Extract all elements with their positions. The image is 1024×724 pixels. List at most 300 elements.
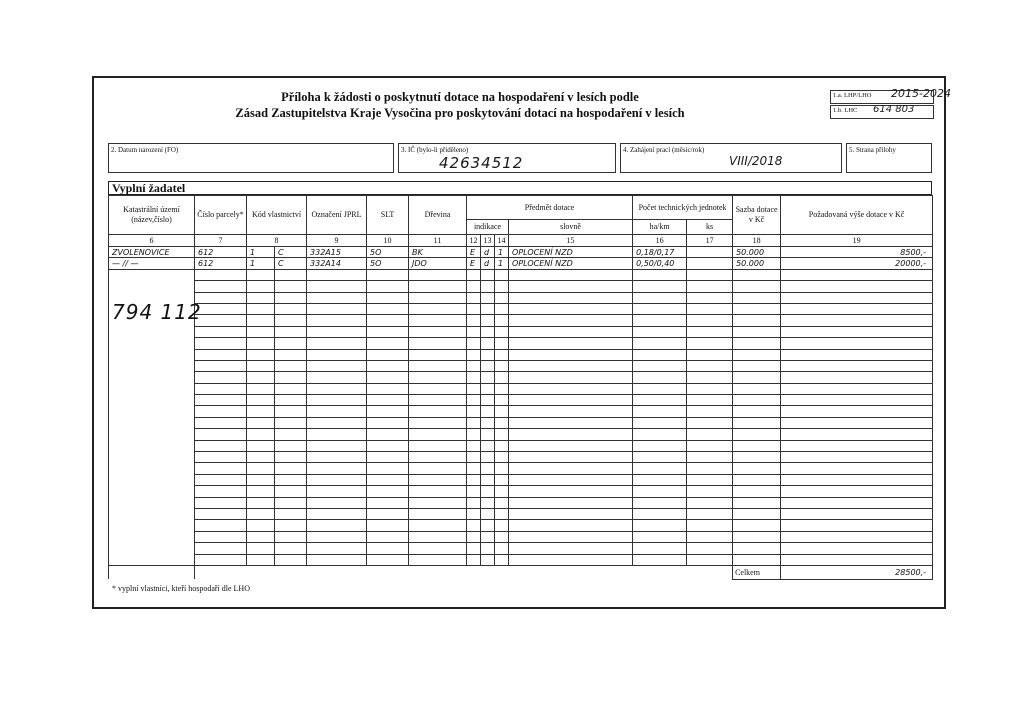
cell-kod_a: 1 [247,247,275,258]
cell-jprl: 332A15 [307,247,367,258]
cell-slt: 5O [367,258,409,269]
cell-ind_b [481,486,495,497]
cell-slovne [509,303,633,314]
table-row [109,326,933,337]
col-number: 15 [509,235,633,247]
cell-drevina [409,269,467,280]
cell-slovne [509,338,633,349]
col-predmet: Předmět dotace [467,196,633,220]
cell-katastr [109,531,195,542]
cell-ind_b [481,338,495,349]
cell-drevina [409,474,467,485]
ico-label: 3. IČ (bylo-li přiděleno) [401,146,469,154]
cell-pozadovana [781,395,933,406]
cell-ind_c [495,395,509,406]
cell-slovne [509,360,633,371]
cell-ind_a: E [467,258,481,269]
cell-slt [367,360,409,371]
table-row [109,406,933,417]
cell-jprl [307,338,367,349]
cell-hakm [633,406,687,417]
cell-kod_a [247,303,275,314]
table-row [109,247,933,258]
cell-ind_b [481,372,495,383]
cell-pozadovana [781,486,933,497]
cell-jprl [307,360,367,371]
cell-slovne [509,269,633,280]
table-row [109,417,933,428]
cell-kod_a [247,452,275,463]
cell-hakm [633,417,687,428]
cell-drevina [409,520,467,531]
col-sazba: Sazba dotace v Kč [733,196,781,235]
table-row [109,554,933,565]
cell-ks [687,258,733,269]
cell-drevina [409,417,467,428]
cell-katastr [109,372,195,383]
cell-slovne [509,326,633,337]
col-pocet: Počet technických jednotek [633,196,733,220]
cell-ind_c [495,281,509,292]
cell-slt [367,554,409,565]
cell-kod_b [275,554,307,565]
cell-sazba [733,440,781,451]
cell-kod_a [247,474,275,485]
birthdate-field [108,143,394,173]
cell-pozadovana [781,440,933,451]
cell-kod_a [247,520,275,531]
cell-drevina [409,463,467,474]
cell-ks [687,360,733,371]
table-row [109,315,933,326]
cell-katastr [109,440,195,451]
cell-kod_a [247,292,275,303]
cell-ind_b: d [481,258,495,269]
cell-sazba [733,508,781,519]
cell-hakm [633,383,687,394]
cell-hakm [633,452,687,463]
cell-hakm [633,281,687,292]
cell-drevina [409,497,467,508]
cell-drevina [409,429,467,440]
cell-kod_a [247,543,275,554]
cell-sazba [733,543,781,554]
cell-slt [367,520,409,531]
col-number: 12 [467,235,481,247]
page-label: 5. Strana přílohy [849,146,896,154]
cell-ks [687,474,733,485]
cell-ind_b [481,440,495,451]
cell-pozadovana: 8500,- [781,247,933,258]
table-row [109,303,933,314]
cell-hakm [633,338,687,349]
cell-ind_c [495,474,509,485]
cell-ks [687,508,733,519]
cell-katastr [109,429,195,440]
cell-hakm: 0,18/0,17 [633,247,687,258]
cell-kod_b [275,326,307,337]
cell-kod_b [275,452,307,463]
cell-drevina [409,383,467,394]
cell-slt [367,497,409,508]
cell-ind_a [467,269,481,280]
cell-parcela [195,486,247,497]
col-ks: ks [687,220,733,235]
cell-parcela [195,520,247,531]
cell-drevina [409,508,467,519]
cell-parcela [195,338,247,349]
cell-ind_c [495,520,509,531]
cell-ind_a [467,292,481,303]
lhp-value: 2015-2024 [891,87,951,100]
cell-kod_b [275,383,307,394]
cell-pozadovana [781,497,933,508]
cell-slt [367,269,409,280]
cell-ind_c [495,554,509,565]
ico-field [398,143,616,173]
cell-slovne [509,292,633,303]
data-table [108,195,933,580]
start-date-field [620,143,842,173]
cell-pozadovana [781,281,933,292]
cell-ind_c [495,315,509,326]
cell-katastr [109,554,195,565]
cell-parcela [195,417,247,428]
cell-ind_b: d [481,247,495,258]
cell-ind_a: E [467,247,481,258]
table-row [109,292,933,303]
col-slt: SLT [367,196,409,235]
cell-ind_c [495,383,509,394]
form-title-line1: Příloha k žádosti o poskytnutí dotace na hospodaření v lesích podle [281,90,639,104]
cell-hakm [633,543,687,554]
cell-hakm [633,554,687,565]
cell-kod_b [275,315,307,326]
cell-drevina [409,372,467,383]
col-number: 8 [247,235,307,247]
cell-parcela [195,383,247,394]
cell-katastr [109,326,195,337]
cell-hakm [633,395,687,406]
cell-slovne [509,543,633,554]
cell-sazba: 50.000 [733,247,781,258]
cell-sazba [733,531,781,542]
footnote: * vyplní vlastníci, kteří hospodaří dle LHO [112,584,250,593]
table-row [109,372,933,383]
cell-kod_a [247,315,275,326]
cell-ks [687,395,733,406]
cell-slovne [509,440,633,451]
cell-hakm [633,269,687,280]
cell-kod_b [275,531,307,542]
cell-ind_c [495,292,509,303]
cell-slt [367,303,409,314]
cell-slt [367,417,409,428]
cell-ind_c [495,543,509,554]
cell-kod_a [247,349,275,360]
col-number: 17 [687,235,733,247]
cell-ind_b [481,395,495,406]
cell-pozadovana [781,417,933,428]
cell-kod_a [247,554,275,565]
cell-ind_a [467,372,481,383]
cell-slt [367,543,409,554]
cell-katastr [109,508,195,519]
cell-pozadovana [781,406,933,417]
cell-kod_a [247,497,275,508]
cell-jprl [307,395,367,406]
cell-slt [367,406,409,417]
cell-ind_b [481,360,495,371]
cell-sazba [733,360,781,371]
cell-ind_a [467,543,481,554]
cell-parcela [195,292,247,303]
cell-pozadovana [781,338,933,349]
cell-slovne [509,497,633,508]
page-field [846,143,932,173]
cell-hakm [633,520,687,531]
cell-jprl [307,440,367,451]
cell-ks [687,247,733,258]
cell-ind_b [481,281,495,292]
cell-pozadovana [781,315,933,326]
cell-drevina [409,326,467,337]
cell-ks [687,531,733,542]
cell-hakm [633,429,687,440]
cell-kod_b [275,520,307,531]
cell-ind_c [495,372,509,383]
cell-jprl [307,486,367,497]
cell-katastr [109,349,195,360]
cell-pozadovana [781,383,933,394]
col-number: 18 [733,235,781,247]
cell-sazba [733,406,781,417]
cell-ind_c [495,338,509,349]
cell-sazba [733,463,781,474]
form-title-line2: Zásad Zastupitelstva Kraje Vysočina pro poskytování dotací na hospodaření v lesích [235,106,685,120]
cell-parcela [195,429,247,440]
cell-kod_b [275,474,307,485]
cell-parcela: 612 [195,247,247,258]
cell-kod_b [275,349,307,360]
cell-slovne [509,281,633,292]
cell-slt: 5O [367,247,409,258]
cell-ind_a [467,452,481,463]
cell-kod_a [247,383,275,394]
cell-jprl [307,429,367,440]
cell-ind_c [495,497,509,508]
cell-ind_b [481,463,495,474]
cell-ind_b [481,520,495,531]
cell-ks [687,326,733,337]
cell-sazba [733,269,781,280]
total-value: 28500,- [781,565,933,579]
cell-sazba [733,395,781,406]
col-slovne: slovně [509,220,633,235]
cell-ind_c [495,349,509,360]
cell-parcela [195,315,247,326]
col-number: 13 [481,235,495,247]
cell-pozadovana [781,463,933,474]
cell-slt [367,429,409,440]
cell-ks [687,292,733,303]
cell-sazba [733,417,781,428]
cell-slt [367,292,409,303]
cell-ind_b [481,543,495,554]
col-number: 10 [367,235,409,247]
cell-ind_a [467,315,481,326]
cell-katastr [109,452,195,463]
cell-ind_a [467,417,481,428]
cell-slt [367,281,409,292]
cell-hakm [633,360,687,371]
cell-ind_a [467,508,481,519]
cell-pozadovana [781,474,933,485]
cell-kod_b [275,417,307,428]
cell-parcela [195,303,247,314]
cell-sazba: 50.000 [733,258,781,269]
table-row [109,486,933,497]
table-row [109,429,933,440]
cell-hakm [633,497,687,508]
cell-jprl [307,269,367,280]
cell-drevina [409,406,467,417]
start-date-label: 4. Zahájení prací (měsíc/rok) [623,146,705,154]
cell-kod_b [275,303,307,314]
cell-ind_a [467,395,481,406]
cell-katastr [109,520,195,531]
cell-kod_a [247,269,275,280]
cell-drevina [409,440,467,451]
table-row [109,520,933,531]
cell-slovne [509,531,633,542]
table-row [109,395,933,406]
cell-ind_a [467,463,481,474]
cell-pozadovana: 20000,- [781,258,933,269]
cell-parcela [195,554,247,565]
cell-ind_b [481,349,495,360]
cell-slovne [509,429,633,440]
cell-katastr: — // — [109,258,195,269]
cell-katastr [109,474,195,485]
cell-ks [687,497,733,508]
cell-drevina: JDO [409,258,467,269]
cell-slt [367,338,409,349]
cell-parcela [195,508,247,519]
cell-parcela [195,349,247,360]
cell-ind_b [481,508,495,519]
col-number: 6 [109,235,195,247]
cell-jprl [307,417,367,428]
cell-ks [687,406,733,417]
cell-kod_b [275,497,307,508]
cell-jprl [307,315,367,326]
cell-ind_a [467,520,481,531]
cell-jprl [307,452,367,463]
cell-ks [687,269,733,280]
cell-sazba [733,497,781,508]
cell-drevina [409,349,467,360]
cell-ind_a [467,360,481,371]
ico-value: 42634512 [439,154,524,172]
table-row [109,440,933,451]
cell-jprl [307,326,367,337]
cell-slovne [509,520,633,531]
cell-jprl [307,281,367,292]
cell-ind_b [481,452,495,463]
cell-jprl [307,292,367,303]
cell-sazba [733,452,781,463]
cell-slovne [509,395,633,406]
cell-drevina [409,292,467,303]
cell-ind_a [467,281,481,292]
cell-jprl [307,303,367,314]
cell-ind_a [467,554,481,565]
cell-ind_c [495,417,509,428]
cell-hakm [633,326,687,337]
cell-sazba [733,474,781,485]
cell-jprl [307,508,367,519]
cell-hakm [633,372,687,383]
cell-kod_b [275,281,307,292]
cell-slovne [509,383,633,394]
table-row [109,463,933,474]
cell-ind_c [495,326,509,337]
cell-ind_c [495,486,509,497]
cell-drevina [409,395,467,406]
cell-pozadovana [781,554,933,565]
cell-drevina [409,303,467,314]
cell-slovne [509,349,633,360]
cell-ks [687,463,733,474]
cell-jprl [307,406,367,417]
cell-drevina [409,452,467,463]
cell-ind_b [481,315,495,326]
cell-pozadovana [781,303,933,314]
cell-parcela [195,326,247,337]
section-title: Vyplní žadatel [108,181,932,195]
cell-drevina [409,531,467,542]
cell-kod_b [275,338,307,349]
cell-ind_b [481,326,495,337]
cell-slt [367,395,409,406]
cell-slt [367,372,409,383]
cell-jprl [307,349,367,360]
cell-hakm [633,315,687,326]
start-date-value: VIII/2018 [729,154,783,168]
cell-ks [687,440,733,451]
cell-hakm [633,303,687,314]
cell-kod_a [247,486,275,497]
table-row [109,338,933,349]
col-number: 9 [307,235,367,247]
cell-slt [367,452,409,463]
cell-kod_b: C [275,258,307,269]
cell-ind_b [481,497,495,508]
cell-hakm [633,474,687,485]
cell-slovne [509,315,633,326]
cell-ind_c [495,303,509,314]
cell-katastr [109,383,195,394]
cell-sazba [733,383,781,394]
cell-ind_b [481,531,495,542]
lhc-value: 614 803 [873,104,915,115]
cell-slovne [509,474,633,485]
cell-ind_b [481,292,495,303]
cell-drevina: BK [409,247,467,258]
cell-sazba [733,315,781,326]
cell-pozadovana [781,452,933,463]
